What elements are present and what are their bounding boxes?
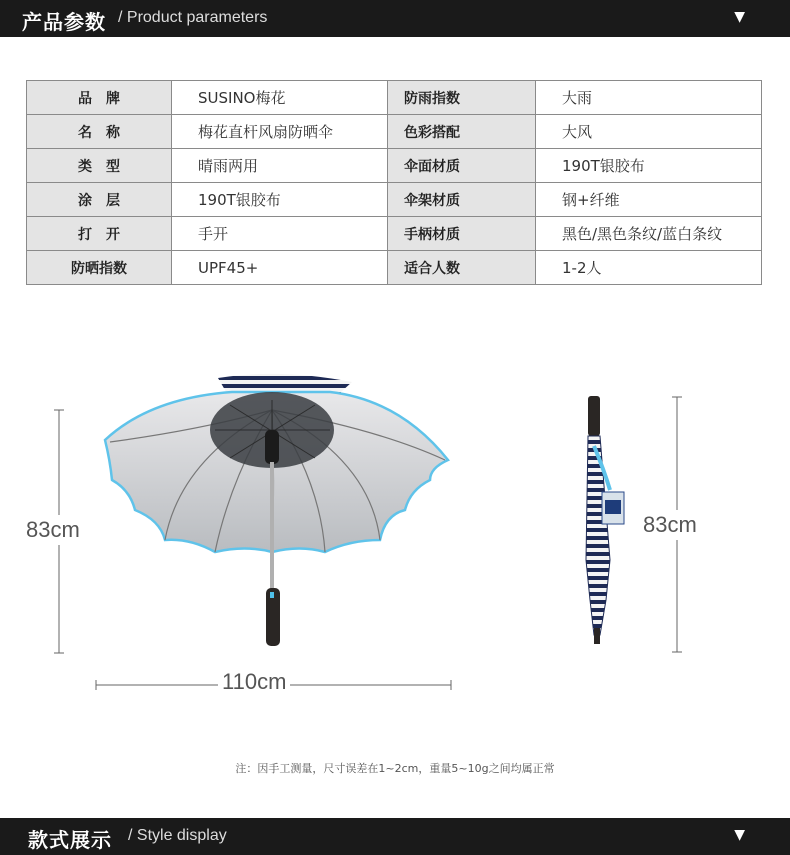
param-value: 手开 [172,217,388,251]
closed-umbrella-image [586,396,624,644]
param-label: 品 牌 [27,81,172,115]
collapse-arrow-icon[interactable]: ▼ [734,827,745,843]
param-label: 伞架材质 [388,183,536,217]
param-value: 190T银胶布 [172,183,388,217]
param-label: 打 开 [27,217,172,251]
param-label: 类 型 [27,149,172,183]
closed-height-label: 83cm [643,510,697,540]
param-value: 晴雨两用 [172,149,388,183]
style-display-header [0,818,790,855]
param-value: UPF45+ [172,251,388,285]
param-label: 防雨指数 [388,81,536,115]
param-value: SUSINO梅花 [172,81,388,115]
section-title-zh: 款式展示 [28,828,112,852]
param-label: 名 称 [27,115,172,149]
param-value: 大风 [536,115,762,149]
param-label: 色彩搭配 [388,115,536,149]
param-label: 涂 层 [27,183,172,217]
open-height-label: 83cm [26,515,80,545]
param-value: 钢+纤维 [536,183,762,217]
width-label: 110cm [218,669,290,695]
param-value: 梅花直杆风扇防晒伞 [172,115,388,149]
section-title-zh: 产品参数 [22,10,106,34]
param-label: 防晒指数 [27,251,172,285]
param-value: 190T银胶布 [536,149,762,183]
param-label: 手柄材质 [388,217,536,251]
param-value: 大雨 [536,81,762,115]
measurement-note: 注：因手工测量，尺寸误差在1~2cm，重量5~10g之间均属正常 [235,762,555,775]
collapse-arrow-icon[interactable]: ▼ [734,9,745,25]
section-title-en: / Product parameters [118,9,268,26]
fan-motor [265,430,279,464]
param-value: 黑色/黑色条纹/蓝白条纹 [536,217,762,251]
umbrella-shaft [270,462,274,592]
section-title-en: / Style display [128,827,227,844]
param-value: 1-2人 [536,251,762,285]
param-label: 适合人数 [388,251,536,285]
param-label: 伞面材质 [388,149,536,183]
